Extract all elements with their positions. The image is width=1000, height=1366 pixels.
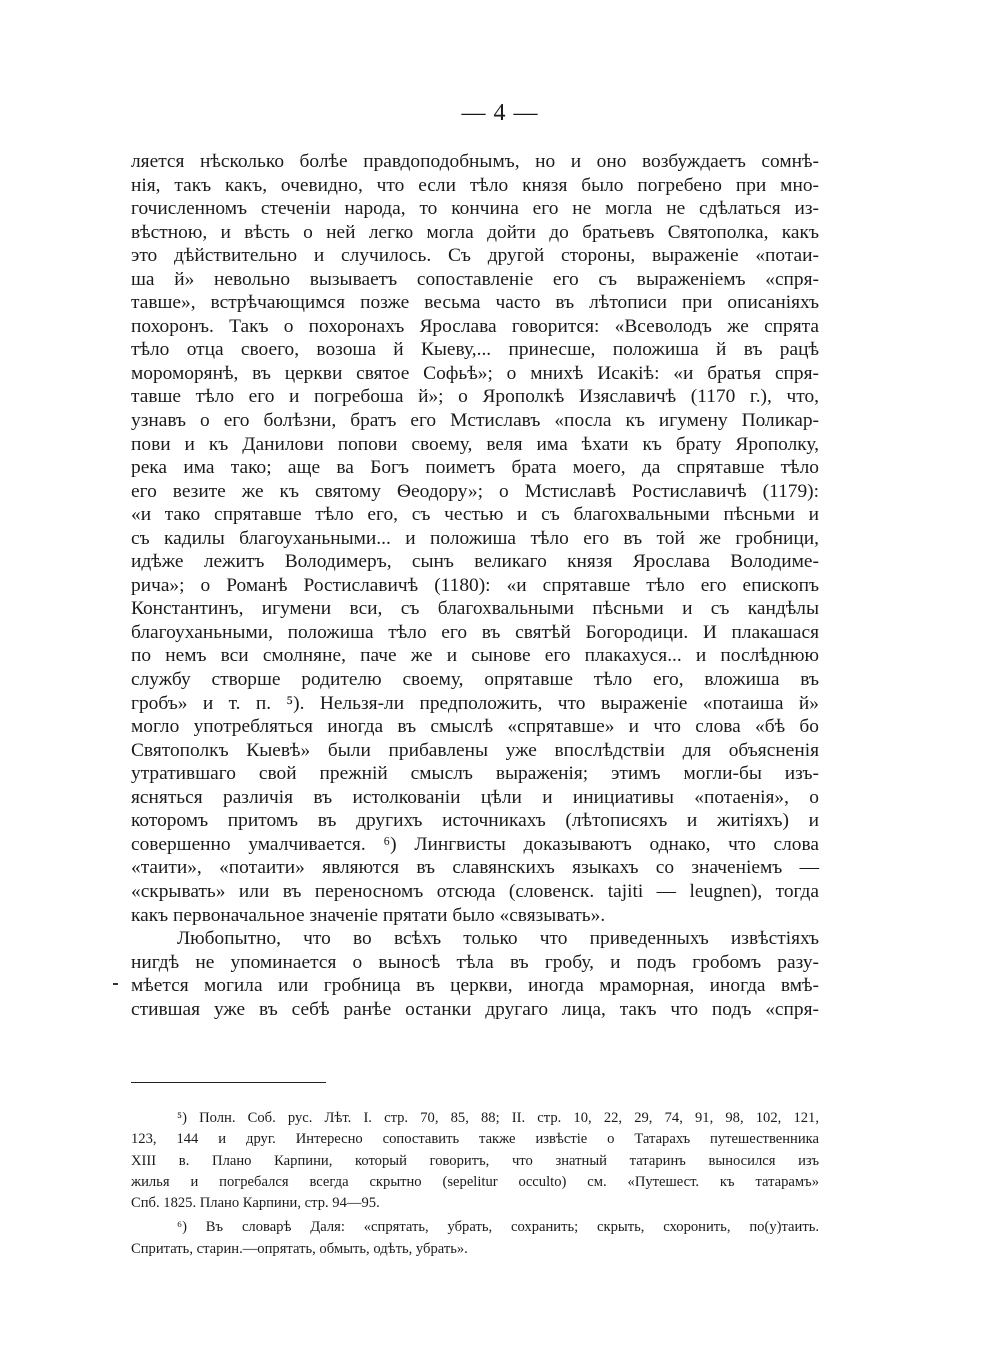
- page-number: — 4 —: [461, 100, 539, 126]
- text-line: утратившаго свой прежній смыслъ выраженія; этимъ могли-бы изъ-: [131, 763, 819, 785]
- text-line: вѣстною, и вѣсть о ней легко могла дойти до братьевъ Святополка, какъ: [131, 221, 819, 243]
- text-line: службу створше родителю своему, опрятавше тѣло его, вложиша въ: [131, 669, 819, 691]
- text-line: нія, такъ какъ, очевидно, что если тѣло князя было погребено при мно-: [131, 174, 819, 196]
- text-line: благоуханьными, положиша тѣло его въ святѣй Богородици. И плакашася: [131, 621, 819, 643]
- text-line: совершенно умалчивается. ⁶) Лингвисты доказываютъ однако, что слова: [131, 833, 819, 855]
- main-text: [131, 150, 819, 1021]
- text-line: съ кадилы благоуханьными... и положиша тѣло его въ той же гробници,: [131, 527, 819, 549]
- footnote-6-line: ⁶) Въ словарѣ Даля: «спрятать, убрать, сохранить; скрыть, схоронить, по(у)таить.: [177, 1219, 819, 1236]
- text-line: тавше тѣло его и погребоша й»; о Ярополкѣ Изяславичѣ (1170 г.), что,: [131, 386, 819, 408]
- text-line: ясняться различія въ истолкованіи цѣли и инициативы «потаенія», о: [131, 786, 819, 808]
- text-line: «таити», «потаити» являются въ славянскихъ языкахъ со значеніемъ —: [131, 857, 819, 879]
- text-line: тѣло отца своего, возоша й Кыеву,... принесше, положиша й въ рацѣ: [131, 339, 819, 361]
- text-line: Святополкъ Кыевѣ» были прибавлены уже впослѣдствіи для объясненія: [131, 739, 819, 761]
- text-line: его везите же къ святому Ѳеодору»; о Мстиславѣ Ростиславичѣ (1179):: [131, 480, 819, 502]
- text-line: ша й» невольно вызываетъ сопоставленіе его съ выраженіемъ «спря-: [131, 268, 819, 290]
- text-line: которомъ притомъ въ другихъ источникахъ (лѣтописяхъ и житіяхъ) и: [131, 810, 819, 832]
- paragraph2-line: стившая уже въ себѣ ранѣе останки другаго лица, такъ что подъ «спря-: [131, 998, 819, 1020]
- text-line: «скрывать» или въ переносномъ отсюда (словенск. tajiti — leugnen), тогда: [131, 880, 819, 902]
- footnote-5-line: ⁵) Полн. Соб. рус. Лѣт. I. стр. 70, 85, 88; II. стр. 10, 22, 29, 74, 91, 98, 102, 121,: [177, 1110, 819, 1126]
- text-line: «и тако спрятавше тѣло его, съ честью и съ благохвальными пѣсньми и: [131, 504, 819, 526]
- text-line: тавше», встрѣчающимся позже весьма часто въ лѣтописи при описаніяхъ: [131, 292, 819, 314]
- text-line: идѣже лежитъ Володимеръ, сынъ великаго князя Ярослава Володиме-: [131, 551, 819, 573]
- text-line: ляется нѣсколько болѣе правдоподобнымъ, но и оно возбуждаетъ сомнѣ-: [131, 151, 819, 172]
- paragraph2-line: мѣется могила или гробница въ церкви, иногда мраморная, иногда вмѣ-: [131, 975, 819, 997]
- paragraph2-line: нигдѣ не упоминается о выносѣ тѣла въ гробу, и подъ гробомъ разу-: [131, 951, 819, 973]
- text-line: гочисленномъ стеченіи народа, то кончина его не могла не сдѣлаться из-: [131, 198, 819, 220]
- footnote-5-line: Спб. 1825. Плано Карпини, стр. 94—95.: [131, 1195, 380, 1212]
- text-line: похоронъ. Такъ о похоронахъ Ярослава говорится: «Всеволодъ же спрята: [131, 315, 819, 337]
- text-line: это дѣйствительно и случилось. Съ другой стороны, выраженіе «потаи-: [131, 245, 819, 267]
- text-line: пови и къ Данилови попови своему, веля има ѣхати къ брату Ярополку,: [131, 433, 819, 455]
- text-line: рича»; о Романѣ Ростиславичѣ (1180): «и спрятавше тѣло его епископъ: [131, 574, 819, 596]
- text-line: могло употребляться иногда въ смыслѣ «спрятавше» и что слова «бѣ бо: [131, 716, 819, 738]
- text-line: Константинъ, игумени вси, съ благохвальными пѣсньми и съ кандѣлы: [131, 598, 819, 620]
- text-line: какъ первоначальное значеніе прятати было «связывать».: [131, 904, 606, 926]
- paragraph2-line: Любопытно, что во всѣхъ только что приведенныхъ извѣстіяхъ: [177, 928, 819, 950]
- footnote-5-line: XIII в. Плано Карпини, который говоритъ, что знатный татаринъ выносился изъ: [131, 1152, 819, 1169]
- footnote-5-line: жилья и погребался всегда скрытно (sepelitur occulto) см. «Путешест. къ татарамъ»: [131, 1173, 819, 1190]
- text-line: гробъ» и т. п. ⁵). Нельзя-ли предположить, что выраженіе «потаиша й»: [131, 692, 819, 714]
- footnote-divider: [131, 1082, 326, 1083]
- text-line: по немъ вси смолняне, паче же и сынове его плакахуся... и послѣднюю: [131, 645, 819, 667]
- text-line: мороморянѣ, въ церкви святое Софьѣ»; о мнихѣ Исакіѣ: «и братья спря-: [131, 362, 819, 384]
- footnotes: [131, 1108, 819, 1260]
- margin-mark: [113, 983, 118, 985]
- footnote-5-line: 123, 144 и друг. Интересно сопоставить также извѣстіе о Татарахъ путешественника: [131, 1131, 819, 1148]
- text-line: река има тако; аще ва Богъ поиметъ брата моего, да спрятавше тѣло: [131, 457, 819, 479]
- text-line: узнавъ о его болѣзни, братъ его Мстиславъ «посла къ игумену Поликар-: [131, 410, 819, 432]
- footnote-6-line: Спритать, старин.—опрятать, обмыть, одѣть, убрать».: [131, 1240, 468, 1257]
